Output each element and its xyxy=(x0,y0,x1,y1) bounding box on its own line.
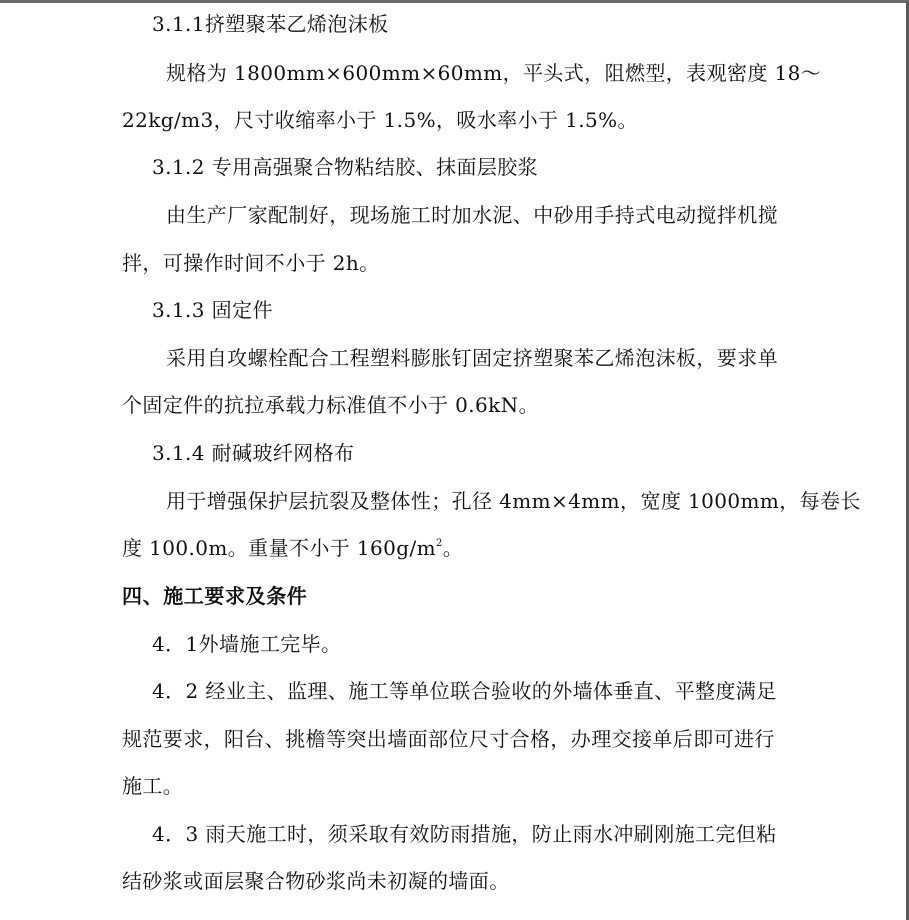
section-3-1-2-body-line1: 由生产厂家配制好，现场施工时加水泥、中砂用手持式电动搅拌机搅 xyxy=(166,203,778,227)
section-3-1-2-body-line2: 拌，可操作时间不小于 2h。 xyxy=(122,251,380,275)
superscript-2: 2 xyxy=(436,538,443,549)
section-4-3-line2: 结砂浆或面层聚合物砂浆尚未初凝的墙面。 xyxy=(122,869,510,893)
section-4-heading: 四、施工要求及条件 xyxy=(122,584,308,608)
section-4-2-line3: 施工。 xyxy=(122,774,184,798)
section-3-1-3-title: 3.1.3 固定件 xyxy=(152,298,273,322)
section-3-1-1-body-line1: 规格为 1800mm×600mm×60mm，平头式，阻燃型，表观密度 18～ xyxy=(166,61,822,85)
section-4-3-line1: 4．3 雨天施工时，须采取有效防雨措施，防止雨水冲刷刚施工完但粘 xyxy=(152,822,777,846)
section-3-1-1-title: 3.1.1挤塑聚苯乙烯泡沫板 xyxy=(152,12,389,36)
section-3-1-3-body-line2: 个固定件的抗拉承载力标准值不小于 0.6kN。 xyxy=(122,393,539,417)
section-4-1: 4．1外墙施工完毕。 xyxy=(152,632,342,656)
section-3-1-4-body-line2-text: 度 100.0m。重量不小于 160g/m xyxy=(122,536,437,560)
section-4-2-line1: 4．2 经业主、监理、施工等单位联合验收的外墙体垂直、平整度满足 xyxy=(152,679,777,703)
section-3-1-4-body-line1: 用于增强保护层抗裂及整体性；孔径 4mm×4mm，宽度 1000mm，每卷长 xyxy=(166,489,861,513)
section-3-1-1-body-line2: 22kg/m3，尺寸收缩率小于 1.5%，吸水率小于 1.5%。 xyxy=(122,108,638,132)
section-3-1-4-body-line2 xyxy=(122,536,463,560)
section-3-1-4-body-line2-end: 。 xyxy=(442,536,464,560)
section-3-1-4-title: 3.1.4 耐碱玻纤网格布 xyxy=(152,441,355,465)
section-3-1-2-title: 3.1.2 专用高强聚合物粘结胶、抹面层胶浆 xyxy=(152,155,539,179)
section-4-2-line2: 规范要求，阳台、挑檐等突出墙面部位尺寸合格，办理交接单后即可进行 xyxy=(122,727,775,751)
section-3-1-3-body-line1: 采用自攻螺栓配合工程塑料膨胀钉固定挤塑聚苯乙烯泡沫板，要求单 xyxy=(166,346,778,370)
